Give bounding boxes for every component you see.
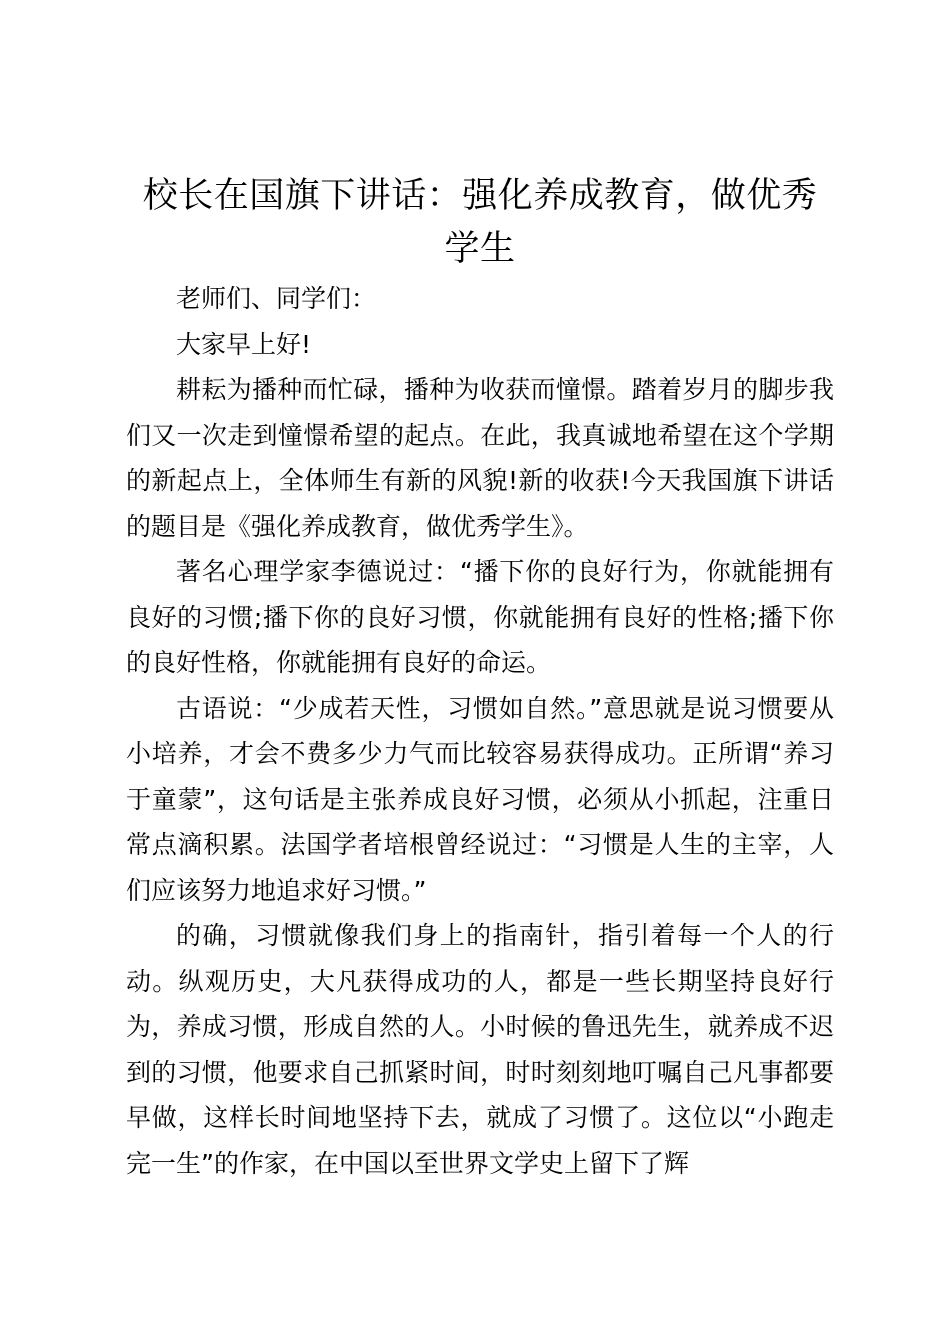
document-title: 校长在国旗下讲话：强化养成教育，做优秀学生 bbox=[142, 176, 818, 269]
greeting-paragraph: 大家早上好! bbox=[176, 329, 312, 359]
body-paragraph: 古语说：“少成若天性，习惯如自然。”意思就是说习惯要从小培养，才会不费多少力气而比较容易获得成功。正所谓“养习于童蒙”，这句话是主张养成良好习惯，必须从小抓起，注重日常点滴积累。法国学者培根曾经说过：“习惯是人生的主宰，人们应该努力地追求好习惯。” bbox=[126, 693, 834, 905]
body-paragraph: 著名心理学家李德说过：“播下你的良好行为，你就能拥有良好的习惯;播下你的良好习惯，你就能拥有良好的性格;播下你的良好性格，你就能拥有良好的命运。 bbox=[126, 557, 834, 677]
body-paragraph: 耕耘为播种而忙碌，播种为收获而憧憬。踏着岁月的脚步我们又一次走到憧憬希望的起点。在此，我真诚地希望在这个学期的新起点上，全体师生有新的风貌!新的收获!今天我国旗下讲话的题目是《强化养成教育，做优秀学生》。 bbox=[126, 375, 834, 541]
salutation-paragraph: 老师们、同学们： bbox=[176, 284, 377, 313]
body-paragraph: 的确，习惯就像我们身上的指南针，指引着每一个人的行动。纵观历史，大凡获得成功的人，都是一些长期坚持良好行为，养成习惯，形成自然的人。小时候的鲁迅先生，就养成不迟到的习惯，他要求自己抓紧时间，时时刻刻地叮嘱自己凡事都要早做，这样长时间地坚持下去，就成了习惯了。这位以“小跑走完一生”的作家，在中国以至世界文学史上留下了辉 bbox=[126, 921, 834, 1178]
document-body bbox=[126, 276, 834, 1186]
